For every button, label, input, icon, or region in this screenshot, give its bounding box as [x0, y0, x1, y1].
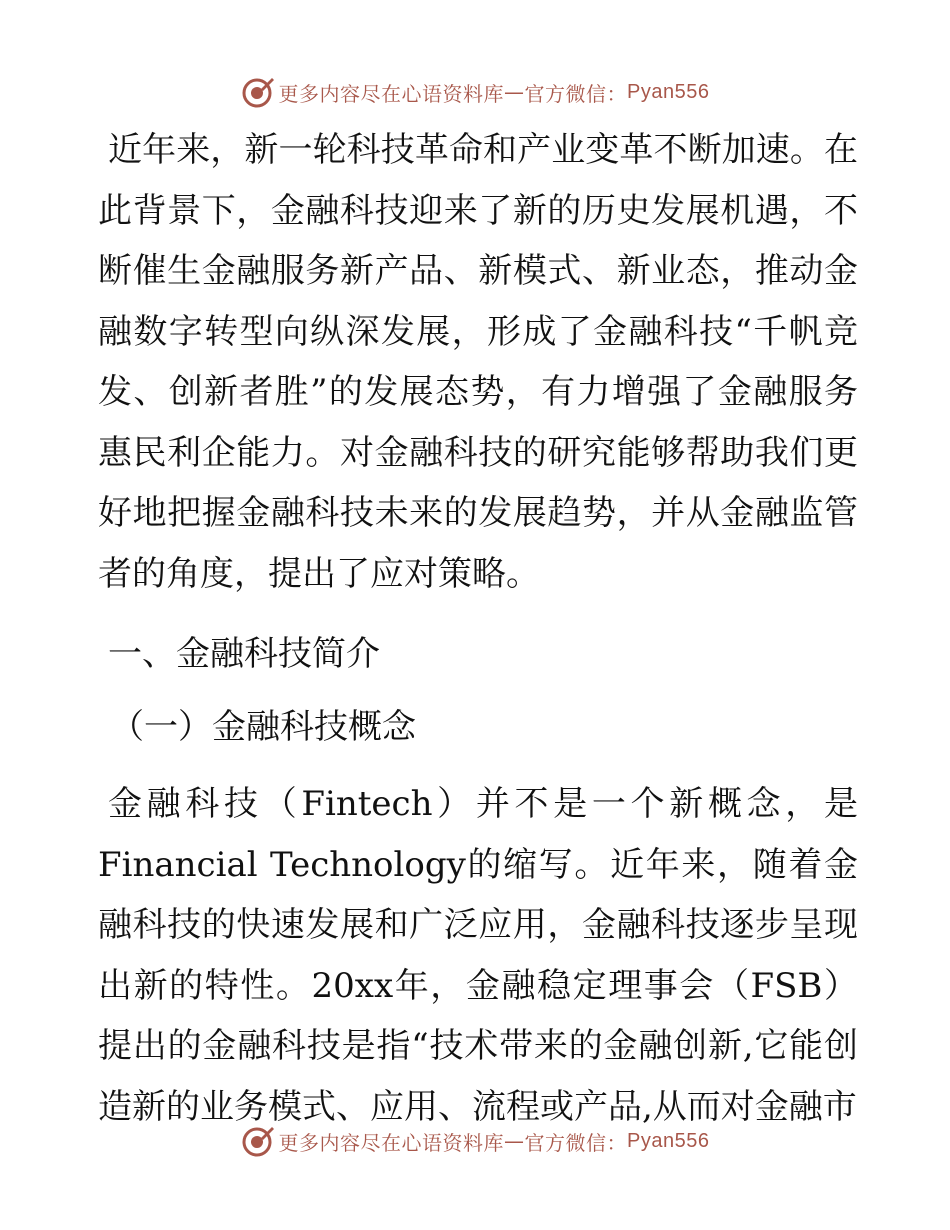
watermark-official: 官方微信：: [524, 1130, 628, 1155]
watermark-wechat-id: Pyan556: [627, 1129, 710, 1152]
subsection-heading: （一）金融科技概念: [110, 706, 416, 747]
watermark-dash: —: [504, 80, 525, 104]
paragraph-intro: 近年来，新一轮科技革命和产业变革不断加速。在此背景下，金融科技迎来了新的历史发展机遇，不断催生金融服务新产品、新模式、新业态，推动金融数字转型向纵深发展，形成了金融科技“千帆竞发、创新者胜”的发展态势，有力增强了金融服务惠民利企能力。对金融科技的研究能够帮助我们更好地把握金融科技未来的发展趋势，并从金融监管者的角度，提出了应对策略。: [98, 130, 858, 594]
watermark-dash: —: [504, 1129, 525, 1153]
document-body: [98, 120, 858, 1137]
logo-icon: [241, 75, 275, 109]
watermark-wechat-id: Pyan556: [627, 80, 710, 103]
watermark-text: 更多内容尽在心语资料库: [278, 81, 505, 106]
watermark-banner-bottom: [0, 1121, 950, 1161]
watermark-official: 官方微信：: [524, 81, 628, 106]
logo-icon: [241, 1124, 275, 1158]
paragraph-fintech-concept: 金融科技（Fintech）并不是一个新概念，是Financial Technology的缩写。近年来，随着金融科技的快速发展和广泛应用，金融科技逐步呈现出新的特性。20xx年，金融稳定理事会（FSB）提出的金融科技是指“技术带来的金融创新,它能创造新的业务模式、应用、流程或产品,从而对金融市: [98, 784, 858, 1127]
watermark-banner-top: [0, 72, 950, 112]
section-heading: 一、金融科技简介: [108, 634, 380, 674]
watermark-text: 更多内容尽在心语资料库: [278, 1130, 505, 1155]
